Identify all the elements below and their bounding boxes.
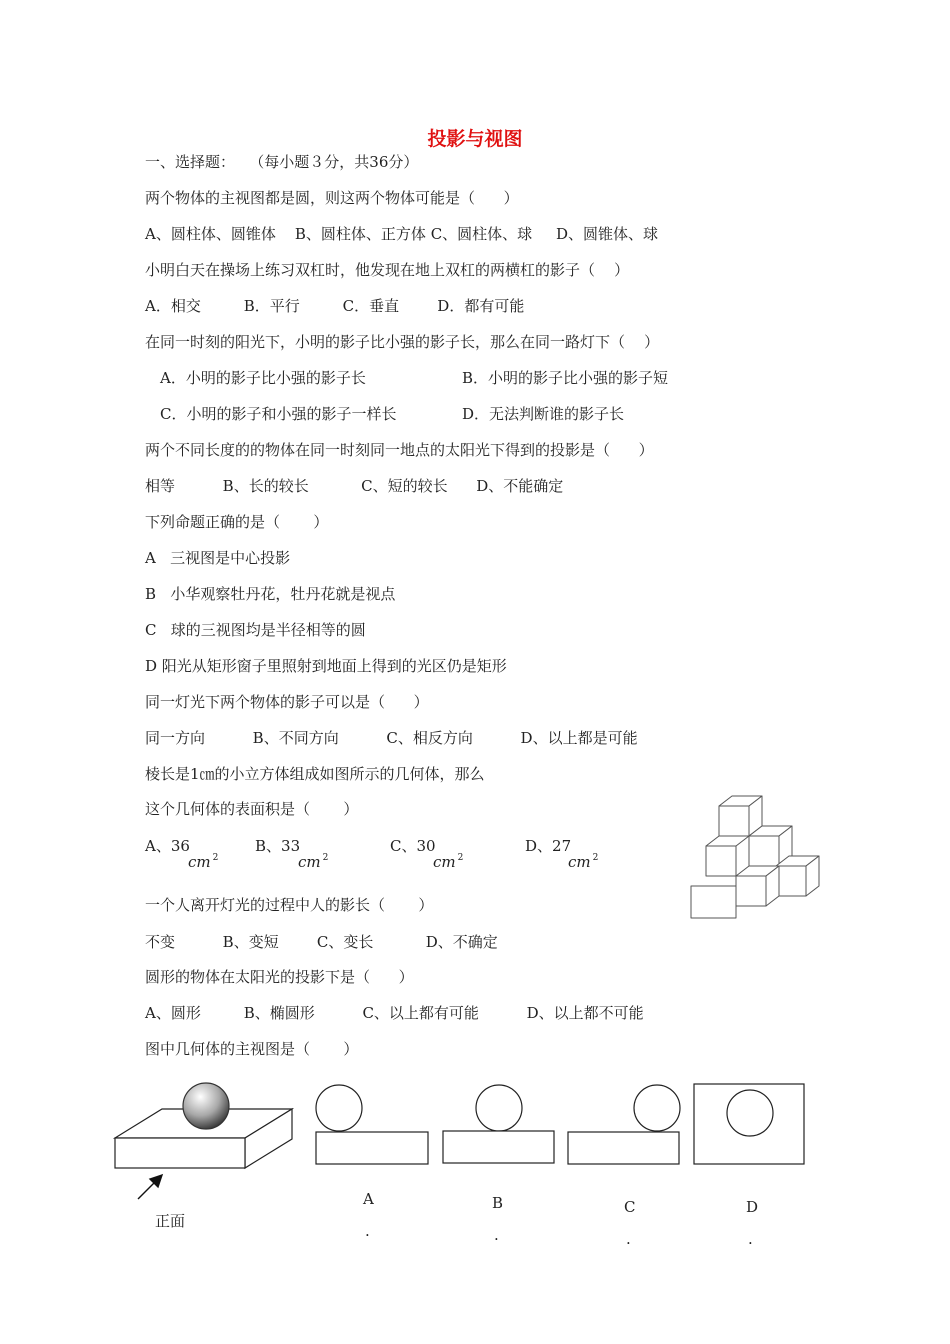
option-a-dot: . <box>365 1222 370 1240</box>
question-3-option-d: D．无法判断谁的影子长 <box>462 405 625 423</box>
question-1-options: A、圆柱体、圆锥体 B、圆柱体、正方体 C、圆柱体、球 D、圆锥体、球 <box>145 225 659 243</box>
question-5-option-c: C 球的三视图均是半径相等的圆 <box>145 621 366 639</box>
option-c-view <box>568 1085 680 1164</box>
question-7-option-a: A、36 <box>145 837 190 855</box>
option-a-view <box>316 1085 428 1164</box>
question-7-unit-b: cm $^2$ <box>298 853 329 871</box>
option-d-label: D <box>746 1198 759 1216</box>
question-3-option-a: A．小明的影子比小强的影子长 <box>160 369 366 387</box>
front-label: 正面 <box>155 1212 186 1230</box>
question-5-option-b: B 小华观察牡丹花，牡丹花就是视点 <box>145 585 396 603</box>
question-7-option-b: B、33 <box>255 837 301 855</box>
question-7-unit-d: cm $^2$ <box>568 853 599 871</box>
question-5-option-a: A 三视图是中心投影 <box>145 549 291 567</box>
question-2-stem: 小明白天在操场上练习双杠时，他发现在地上双杠的两横杠的影子（ ） <box>145 261 630 279</box>
question-7-option-c: C、30 <box>390 837 436 855</box>
question-7-unit-a: cm $^2$ <box>188 853 219 871</box>
question-5-option-d: D 阳光从矩形窗子里照射到地面上得到的光区仍是矩形 <box>145 657 507 675</box>
page-title: 投影与视图 <box>427 128 523 150</box>
option-b-dot: . <box>494 1226 499 1244</box>
question-2-options: A．相交 B．平行 C．垂直 D．都有可能 <box>145 297 525 315</box>
front-direction-arrow <box>138 1175 162 1199</box>
option-d-dot: . <box>748 1230 753 1248</box>
question-6-stem: 同一灯光下两个物体的影子可以是（ ） <box>145 693 429 711</box>
question-7-unit-c: cm $^2$ <box>433 853 464 871</box>
option-c-label: C <box>624 1198 636 1216</box>
question-9-stem: 圆形的物体在太阳光的投影下是（ ） <box>145 968 414 986</box>
question-3-stem: 在同一时刻的阳光下，小明的影子比小强的影子长，那么在同一路灯下（ ） <box>145 333 660 351</box>
question-4-options: 相等 B、长的较长 C、短的较长 D、不能确定 <box>145 477 564 495</box>
question-6-options: 同一方向 B、不同方向 C、相反方向 D、以上都是可能 <box>145 729 638 747</box>
option-c-dot: . <box>626 1230 631 1248</box>
question-7-stem-line2: 这个几何体的表面积是（ ） <box>145 800 359 818</box>
question-9-options: A、圆形 B、椭圆形 C、以上都有可能 D、以上都不可能 <box>145 1004 644 1022</box>
option-b-label: B <box>492 1194 504 1212</box>
question-8-options: 不变 B、变短 C、变长 D、不确定 <box>145 933 498 951</box>
option-a-label: A <box>363 1190 374 1208</box>
question-3-option-c: C．小明的影子和小强的影子一样长 <box>160 405 397 423</box>
option-b-view <box>443 1085 554 1163</box>
box-with-ball-figure <box>115 1083 292 1168</box>
question-1-stem: 两个物体的主视图都是圆，则这两个物体可能是（ ） <box>145 189 519 207</box>
question-5-stem: 下列命题正确的是（ ） <box>145 513 329 531</box>
question-3-option-b: B．小明的影子比小强的影子短 <box>462 369 669 387</box>
question-10-stem: 图中几何体的主视图是（ ） <box>145 1040 359 1058</box>
question-8-stem: 一个人离开灯光的过程中人的影长（ ） <box>145 896 434 914</box>
section-heading: 一、选择题： （每小题３分，共36分） <box>145 153 419 171</box>
cube-stack-figure <box>691 796 819 918</box>
question-7-stem-line1: 棱长是1㎝的小立方体组成如图所示的几何体，那么 <box>145 765 485 783</box>
question-7-option-d: D、27 <box>525 837 572 855</box>
question-4-stem: 两个不同长度的的物体在同一时刻同一地点的太阳光下得到的投影是（ ） <box>145 441 654 459</box>
option-d-view <box>694 1084 804 1164</box>
